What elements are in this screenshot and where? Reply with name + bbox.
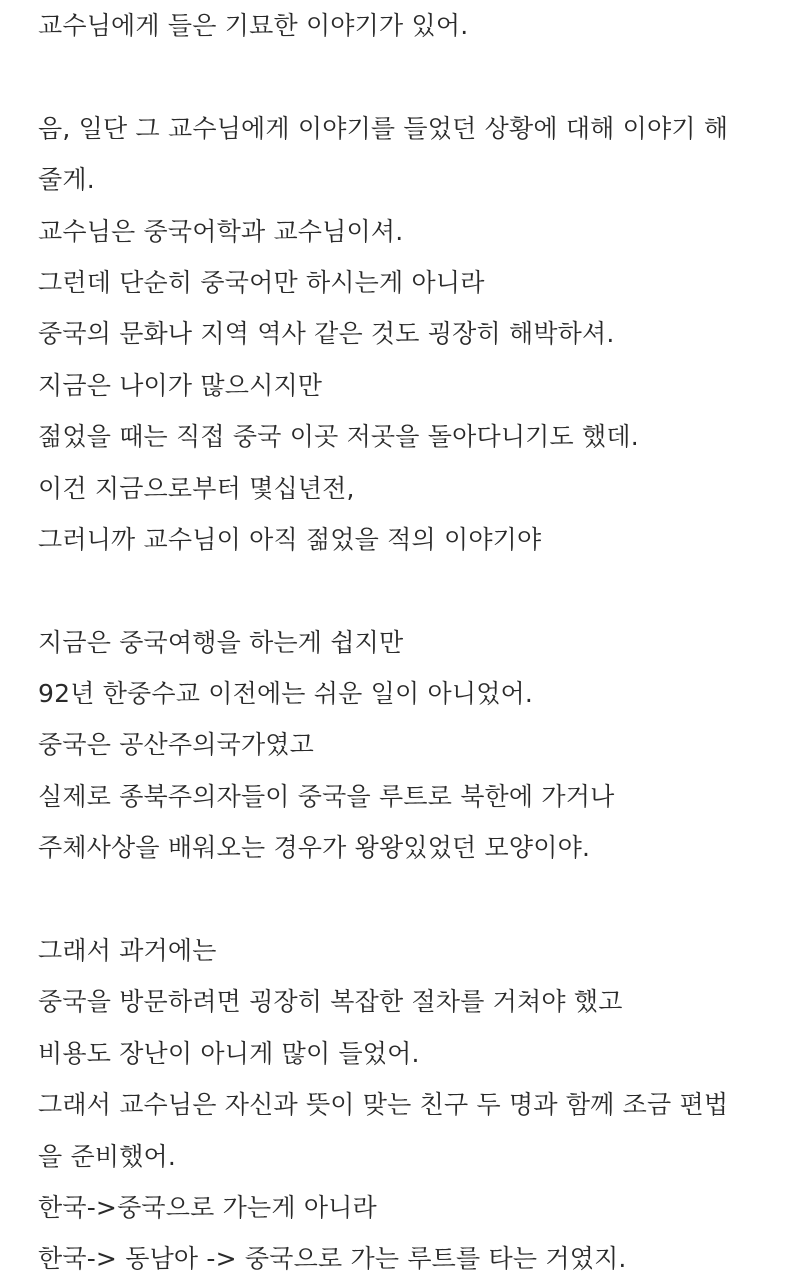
text-line: 그래서 과거에는 xyxy=(38,936,217,966)
paragraph xyxy=(38,103,768,566)
text-line: 중국을 방문하려면 굉장히 복잡한 절차를 거쳐야 했고 xyxy=(38,987,623,1017)
paragraph xyxy=(38,0,768,51)
text-line: 이건 지금으로부터 몇십년전, xyxy=(38,473,355,503)
text-line: 비용도 장난이 아니게 많이 들었어. xyxy=(38,1038,420,1068)
text-line: 한국-> 동남아 -> 중국으로 가는 루트를 타는 거였지. xyxy=(38,1244,627,1274)
text-line: 교수님에게 들은 기묘한 이야기가 있어. xyxy=(38,11,469,40)
text-line: 을 준비했어. xyxy=(38,1141,177,1171)
paragraph xyxy=(38,925,768,1285)
text-line: 한국->중국으로 가는게 아니라 xyxy=(38,1192,377,1222)
text-line: 그래서 교수님은 자신과 뜻이 맞는 친구 두 명과 함께 조금 편법 xyxy=(38,1090,729,1120)
text-line: 그런데 단순히 중국어만 하시는게 아니라 xyxy=(38,267,485,297)
text-line: 중국의 문화나 지역 역사 같은 것도 굉장히 해박하셔. xyxy=(38,319,615,349)
text-line: 지금은 나이가 많으시지만 xyxy=(38,370,323,400)
text-line: 중국은 공산주의국가였고 xyxy=(38,730,314,760)
paragraph-gap xyxy=(38,874,768,925)
paragraph xyxy=(38,617,768,874)
text-line: 92년 한중수교 이전에는 쉬운 일이 아니었어. xyxy=(38,679,534,709)
text-line: 음, 일단 그 교수님에게 이야기를 들었던 상황에 대해 이야기 해 xyxy=(38,113,729,143)
paragraph-gap xyxy=(38,51,768,102)
text-line: 줄게. xyxy=(38,165,95,195)
text-line: 주체사상을 배워오는 경우가 왕왕있었던 모양이야. xyxy=(38,833,591,863)
paragraph-gap xyxy=(38,565,768,616)
text-line: 지금은 중국여행을 하는게 쉽지만 xyxy=(38,627,404,657)
text-line: 젊었을 때는 직접 중국 이곳 저곳을 돌아다니기도 했데. xyxy=(38,422,639,452)
text-line: 교수님은 중국어학과 교수님이셔. xyxy=(38,216,404,246)
text-line: 실제로 종북주의자들이 중국을 루트로 북한에 가거나 xyxy=(38,781,615,811)
story-text xyxy=(38,0,768,1285)
text-line: 그러니까 교수님이 아직 젊었을 적의 이야기야 xyxy=(38,524,542,554)
